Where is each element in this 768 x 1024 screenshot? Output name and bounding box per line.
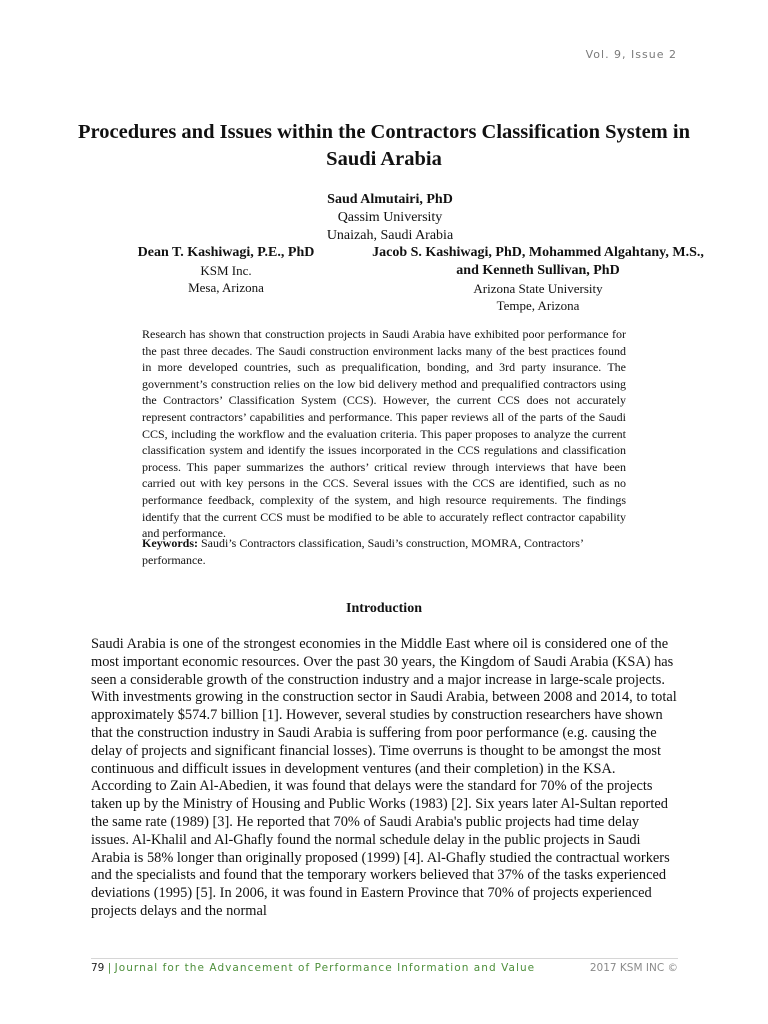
author-institution: Arizona State University	[473, 281, 603, 296]
left-author-block	[118, 244, 334, 296]
author-location: Tempe, Arizona	[496, 298, 580, 313]
author-name: Jacob S. Kashiwagi, PhD, Mohammed Algahtany, M.S., and Kenneth Sullivan, PhD	[372, 245, 704, 278]
footer-journal	[91, 962, 535, 974]
right-author-block	[370, 244, 706, 314]
page-number: 79	[91, 962, 105, 974]
author-location: Mesa, Arizona	[188, 280, 264, 295]
abstract: Research has shown that construction projects in Saudi Arabia have exhibited poor performance for the past three decades. The Saudi construction environment lacks many of the best practices found in more developed countries, such as prequalification, bonding, and 3rd party insurance. The government’s construction relies on the low bid delivery method and prequalified contractors using the Contractors’ Classification System (CCS). However, the current CCS does not accurately represent contractors’ capabilities and performance. This paper reviews all of the parts of the Saudi CCS, including the workflow and the evaluation criteria. This paper proposes to analyze the current classification system and identify the issues incorporated in the CCS regulations and classification process. This paper summarizes the authors’ critical review through interviews that have been carried out with key persons in the CCS. Several issues with the CCS are identified, such as no performance feedback, complexity of the system, and high resource requirements. The findings identify that the current CCS must be modified to be able to accurately reflect contractor capability and performance.	[142, 327, 626, 541]
volume-issue: Vol. 9, Issue 2	[585, 48, 677, 61]
author-name: Saud Almutairi, PhD	[327, 192, 453, 207]
footer-divider	[91, 958, 678, 959]
footer-separator: |	[107, 962, 112, 974]
introduction-body: Saudi Arabia is one of the strongest economies in the Middle East where oil is considered one of the most important economic resources. Over the past 30 years, the Kingdom of Saudi Arabia (KSA) has seen a considerable growth of the construction industry and a major increase in large-scale projects. With investments growing in the construction sector in Saudi Arabia, between 2008 and 2014, to total approximately $574.7 billion [1]. However, several studies by construction researchers have shown that the construction industry in Saudi Arabia is suffering from poor performance (e.g. causing the delay of projects and significant financial losses). Time overruns is thought to be amongst the most continuous and difficult issues in development ventures (and their completion) in the KSA. According to Zain Al-Abedien, it was found that delays were the standard for 70% of the projects taken up by the Ministry of Housing and Public Works (1983) [2]. Six years later Al-Sultan reported the same rate (1989) [3]. He reported that 70% of Saudi Arabia's public projects had time delay issues. Al-Khalil and Al-Ghafly found the normal schedule delay in the public projects in Saudi Arabia is 58% longer than originally proposed (1999) [4]. Al-Ghafly studied the contractual workers and the specialists and found that the temporary workers believed that 37% of the tasks experienced deviations (1995) [5]. In 2006, it was found in Eastern Province that 70% of projects experienced projects delays and the normal	[91, 636, 677, 919]
section-heading: Introduction	[346, 601, 422, 616]
journal-name: Journal for the Advancement of Performance Information and Value	[114, 962, 536, 974]
keywords	[142, 535, 626, 568]
author-name: Dean T. Kashiwagi, P.E., PhD	[137, 245, 315, 260]
footer-copyright: 2017 KSM INC ©	[589, 962, 678, 974]
primary-author-block	[230, 191, 550, 245]
author-location: Unaizah, Saudi Arabia	[326, 228, 454, 243]
keywords-text: Saudi’s Contractors classification, Saudi’s construction, MOMRA, Contractors’ performance.	[142, 536, 584, 567]
keywords-label: Keywords:	[142, 536, 198, 550]
author-institution: KSM Inc.	[200, 263, 252, 278]
paper-title: Procedures and Issues within the Contractors Classification System in Saudi Arabia	[78, 121, 690, 170]
author-institution: Qassim University	[337, 210, 443, 225]
